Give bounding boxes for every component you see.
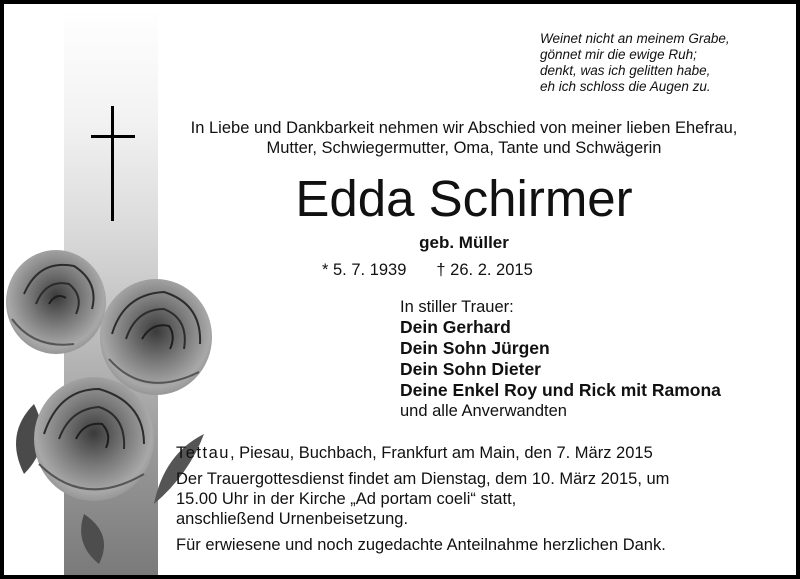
poem-line: eh ich schloss die Augen zu.: [540, 79, 711, 94]
place-name: Tettau: [176, 444, 230, 462]
mourners-intro: In stiller Trauer:: [400, 298, 514, 316]
mourners-block: [400, 297, 721, 421]
footer-block: [176, 443, 669, 561]
poem: [540, 31, 780, 95]
birth-date: * 5. 7. 1939: [322, 261, 407, 279]
poem-line: gönnet mir die ewige Ruh;: [540, 47, 697, 62]
mourner-name: Dein Sohn Jürgen: [400, 338, 550, 358]
service-info: [176, 469, 669, 529]
poem-line: Weinet nicht an meinem Grabe,: [540, 31, 730, 46]
life-dates: [322, 260, 533, 280]
service-line: anschließend Urnenbeisetzung.: [176, 510, 409, 528]
birth-name: geb. Müller: [419, 233, 509, 252]
poem-line: denkt, was ich gelitten habe,: [540, 63, 711, 78]
place-date-rest: , Piesau, Buchbach, Frankfurt am Main, den 7. März 2015: [229, 444, 653, 462]
intro-text: [164, 118, 764, 158]
death-date: † 26. 2. 2015: [436, 261, 533, 279]
intro-line: In Liebe und Dankbarkeit nehmen wir Abschied von meiner lieben Ehefrau,: [190, 119, 738, 137]
deceased-name: Edda Schirmer: [295, 170, 633, 227]
intro-line: Mutter, Schwiegermutter, Oma, Tante und Schwägerin: [266, 139, 662, 157]
place-date-line: [176, 443, 669, 463]
mourner-name: Deine Enkel Roy und Rick mit Ramona: [400, 380, 721, 400]
mourner-name: Dein Gerhard: [400, 317, 511, 337]
service-line: 15.00 Uhr in der Kirche „Ad portam coeli“ statt,: [176, 490, 517, 508]
mourners-closing: und alle Anverwandten: [400, 402, 567, 420]
thanks-line: Für erwiesene und noch zugedachte Anteilnahme herzlichen Dank.: [176, 536, 666, 554]
service-line: Der Trauergottesdienst findet am Dienstag, dem 10. März 2015, um: [176, 470, 670, 488]
mourner-name: Dein Sohn Dieter: [400, 359, 541, 379]
